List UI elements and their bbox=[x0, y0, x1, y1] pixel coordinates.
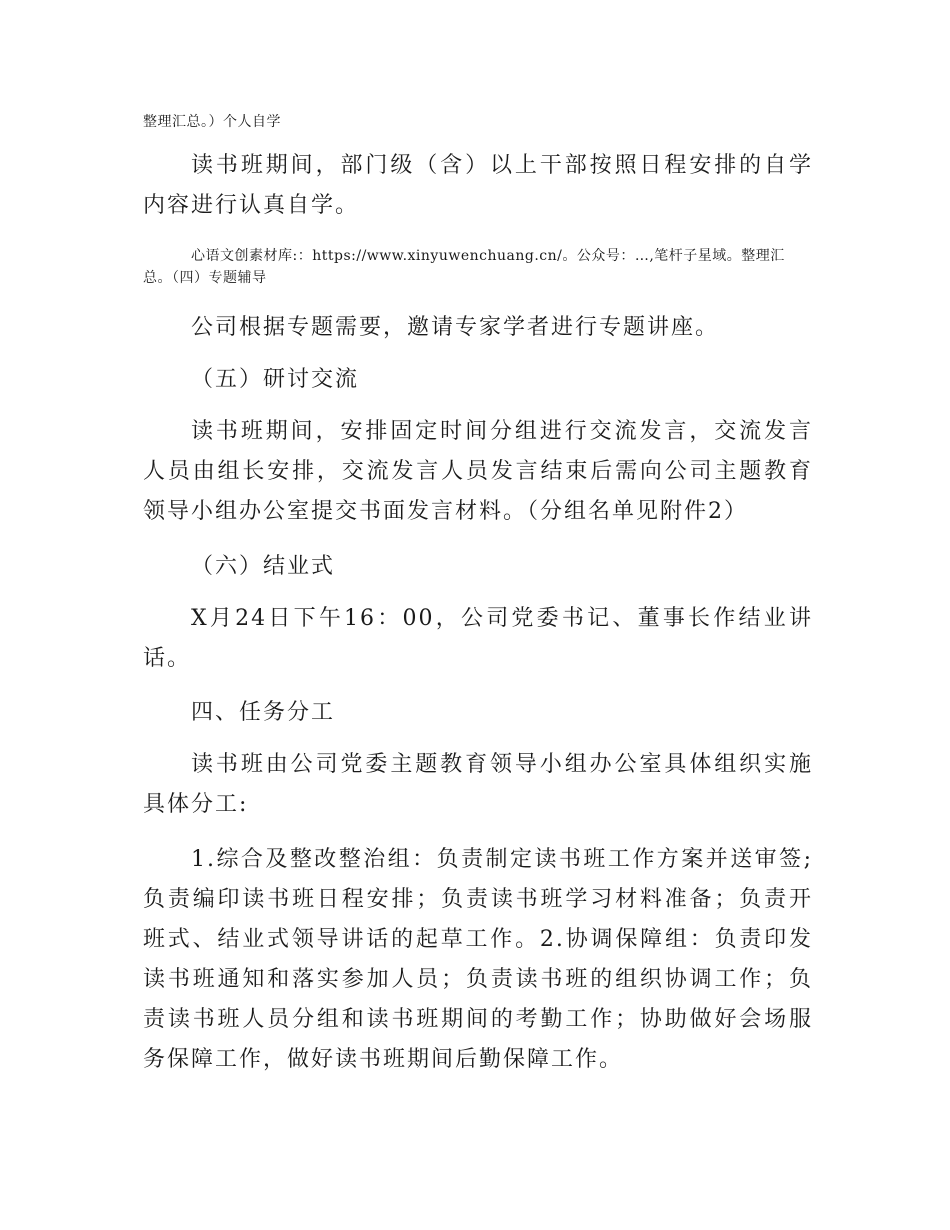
paragraph-task-groups: 1.综合及整改整治组：负责制定读书班工作方案并送审签;负责编印读书班日程安排；负责读书班学习材料准备；负责开班式、结业式领导讲话的起草工作。2.协调保障组：负责印发读书班通知和落实参加人员；负责读书班的组织协调工作；负责读书班人员分组和读书班期间的考勤工作；协助做好会场服务保障工作，做好读书班期间后勤保障工作。 bbox=[143, 847, 813, 1072]
paragraph-source-note: 心语文创素材库:：https://www.xinyuwenchuang.cn/。公众号：…,笔杆子星域。整理汇总。（四）专题辅导 bbox=[143, 248, 785, 286]
paragraph-self-study-intro: 整理汇总。）个人自学 bbox=[143, 114, 281, 130]
heading-closing-ceremony: （六）结业式 bbox=[191, 554, 336, 579]
paragraph-task-division: 读书班由公司党委主题教育领导小组办公室具体组织实施具体分工: bbox=[143, 752, 813, 817]
paragraph-closing-ceremony: X月24日下午16：00，公司党委书记、董事长作结业讲话。 bbox=[143, 606, 813, 671]
paragraph-self-study: 读书班期间，部门级（含）以上干部按照日程安排的自学内容进行认真自学。 bbox=[143, 153, 813, 218]
paragraph-lectures: 公司根据专题需要，邀请专家学者进行专题讲座。 bbox=[191, 315, 720, 340]
paragraph-discussion: 读书班期间，安排固定时间分组进行交流发言，交流发言人员由组长安排，交流发言人员发言结束后需向公司主题教育领导小组办公室提交书面发言材料。（分组名单见附件2） bbox=[143, 419, 813, 524]
heading-task-division: 四、任务分工 bbox=[191, 700, 336, 725]
heading-discussion: （五）研讨交流 bbox=[191, 367, 360, 392]
